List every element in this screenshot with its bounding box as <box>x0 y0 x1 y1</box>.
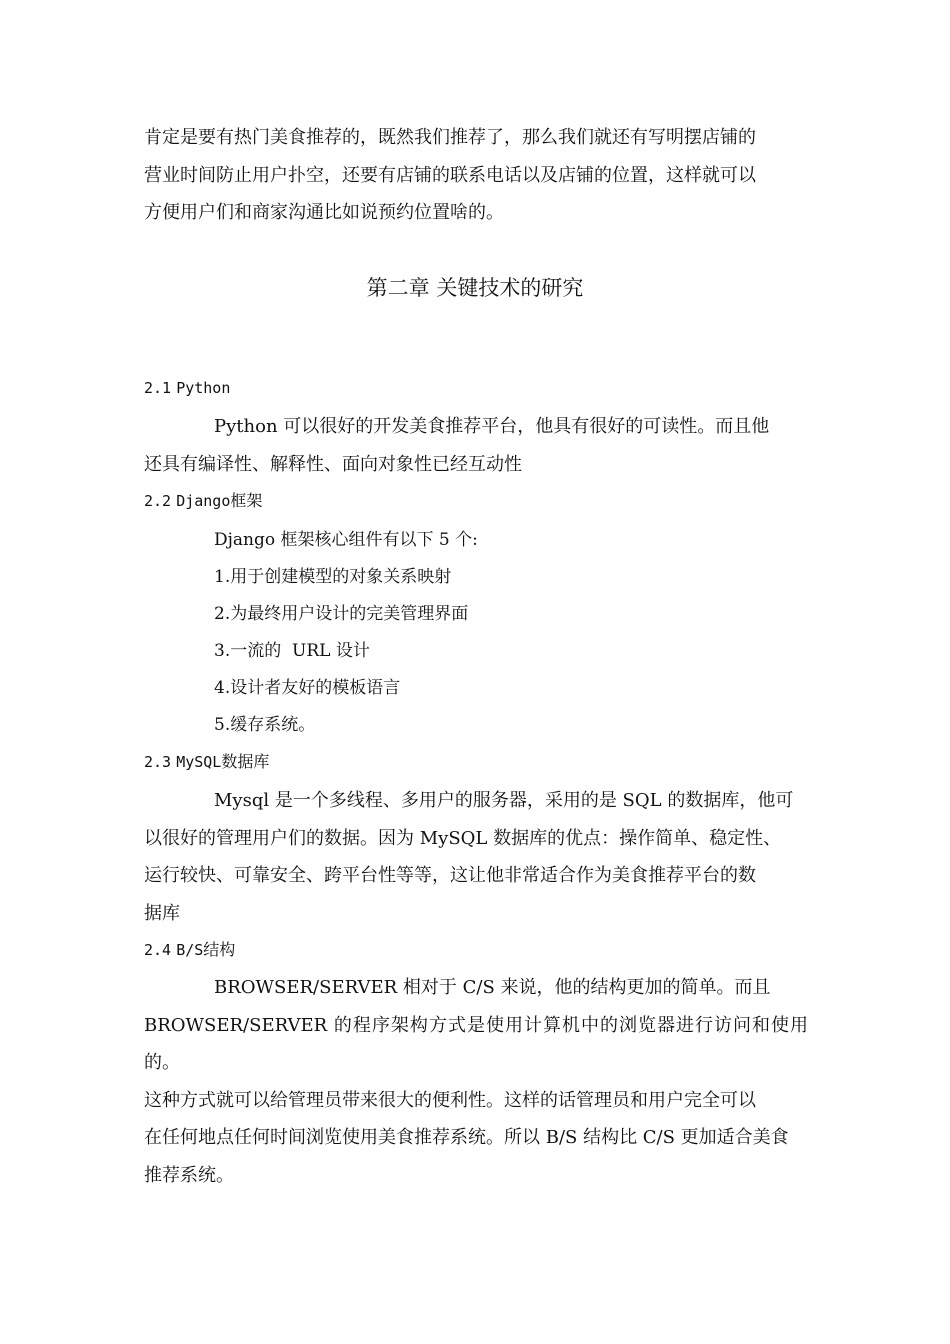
section-title-cn: 框架 <box>230 491 263 510</box>
intro-line: 营业时间防止用户扑空，还要有店铺的联系电话以及店铺的位置，这样就可以 <box>144 164 756 186</box>
bs-line: BROWSER/SERVER 的程序架构方式是使用计算机中的浏览器进行访问和使用的。 <box>144 1014 808 1073</box>
bs-line: 这种方式就可以给管理员带来很大的便利性。这样的话管理员和用户完全可以 <box>144 1089 756 1111</box>
django-list-item: 5.缓存系统。 <box>214 715 316 735</box>
section-number: 2.3 <box>144 753 172 771</box>
section-title: Python <box>176 379 231 397</box>
python-paragraph <box>144 408 808 483</box>
section-number: 2.1 <box>144 379 172 397</box>
mysql-line: Mysql 是一个多线程、多用户的服务器，采用的是 SQL 的数据库，他可 <box>214 790 794 811</box>
bs-line: 在任何地点任何时间浏览使用美食推荐系统。所以 B/S 结构比 C/S 更加适合美食 <box>144 1127 789 1148</box>
chapter-title: 第二章 关键技术的研究 <box>366 276 584 300</box>
intro-paragraph <box>144 119 808 232</box>
mysql-paragraph <box>144 782 808 932</box>
section-number: 2.2 <box>144 492 172 510</box>
django-list-item: 1.用于创建模型的对象关系映射 <box>214 567 452 587</box>
section-title-cn: 数据库 <box>221 752 270 771</box>
section-title-latin: MySQL <box>176 753 222 771</box>
section-heading-python <box>144 376 230 400</box>
django-list-item: 2.为最终用户设计的完美管理界面 <box>214 604 469 624</box>
section-title-latin: B/S <box>176 941 204 959</box>
intro-line: 肯定是要有热门美食推荐的，既然我们推荐了，那么我们就还有写明摆店铺的 <box>144 127 756 148</box>
python-line: Python 可以很好的开发美食推荐平台，他具有很好的可读性。而且他 <box>214 416 770 437</box>
section-number: 2.4 <box>144 941 172 959</box>
bs-line: 推荐系统。 <box>144 1164 234 1186</box>
bs-paragraph <box>144 969 808 1194</box>
django-lead: Django 框架核心组件有以下 5 个: <box>214 530 478 550</box>
python-line: 还具有编译性、解释性、面向对象性已经互动性 <box>144 453 522 475</box>
mysql-line: 以很好的管理用户们的数据。因为 MySQL 数据库的优点：操作简单、稳定性、 <box>144 827 782 849</box>
section-heading-django <box>144 489 262 513</box>
section-title-cn: 结构 <box>203 940 236 959</box>
section-title-latin: Django <box>176 492 231 510</box>
mysql-line: 运行较快、可靠安全、跨平台性等等，这让他非常适合作为美食推荐平台的数 <box>144 865 756 886</box>
section-heading-bs <box>144 938 235 962</box>
section-heading-mysql <box>144 750 269 774</box>
intro-line: 方便用户们和商家沟通比如说预约位置啥的。 <box>144 202 504 223</box>
django-list-item: 3.一流的 URL 设计 <box>214 641 370 661</box>
django-list-item: 4.设计者友好的模板语言 <box>214 678 401 698</box>
bs-line: BROWSER/SERVER 相对于 C/S 来说，他的结构更加的简单。而且 <box>214 977 771 998</box>
mysql-line: 据库 <box>144 902 180 924</box>
